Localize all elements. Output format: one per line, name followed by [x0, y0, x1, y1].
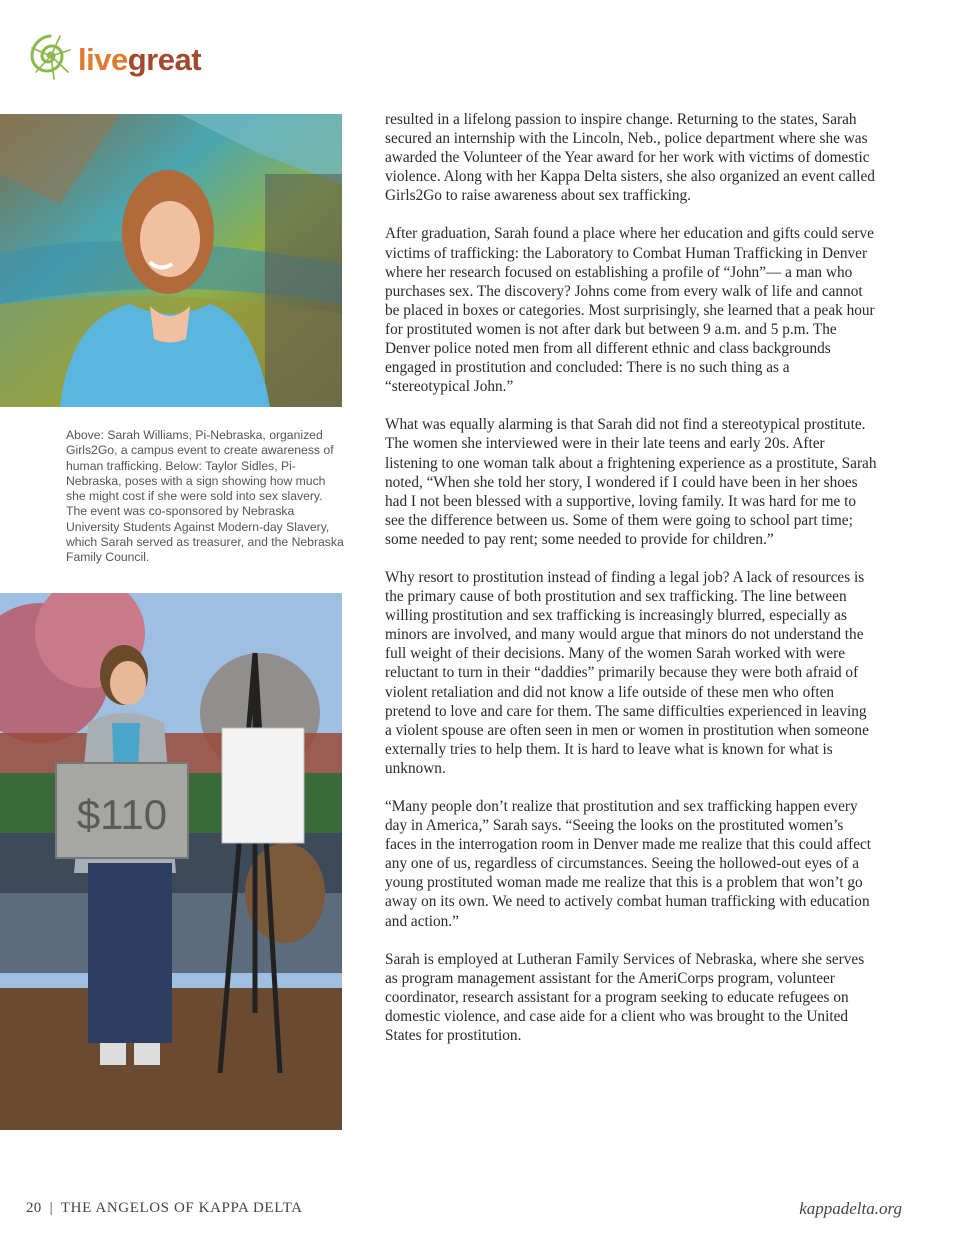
- nautilus-shell-icon: [26, 26, 76, 84]
- article-paragraph-2: After graduation, Sarah found a place where her education and gifts could serve victims of trafficking: the Laboratory to Combat Human Trafficking in Denver where her research focused on establishing a profile of “John”— a man who purchases sex. The discovery? Johns come from every walk of life and cannot be placed in boxes or categories. Most surprisingly, she learned that a peak hour for prostituted women is not after dark but between 9 a.m. and 5 p.m. The Denver police noted men from all different ethnic and class backgrounds engaged in prostitution and concluded: There is no such thing as a “stereotypical John.”: [385, 225, 875, 396]
- sign-price: $110: [76, 791, 168, 838]
- article-paragraph-6: Sarah is employed at Lutheran Family Services of Nebraska, where she serves as program management assistant for the AmeriCorps program, volunteer coordinator, research assistant for a program seeking to educate refugees on domestic violence, and case aide for a client who was brought to the United States for prostitution.: [385, 950, 865, 1045]
- article-paragraph-3: What was equally alarming is that Sarah did not find a stereotypical prostitute. The women she interviewed were in their late teens and early 20s. After listening to one woman talk about a frightening experience as a prostitute, Sarah noted, “When she told her story, I wondered if I could have been in her shoes had I not been blessed with a supportive, loving family. It was hard for me to see the difference between us. Some of them were going to school part time; some needed to pay rent; some needed to provide for children.”: [385, 416, 877, 548]
- article-paragraph-1: resulted in a lifelong passion to inspire change. Returning to the states, Sarah secured an internship with the Lincoln, Neb., police department where she was awarded the Volunteer of the Year award for her work with victims of domestic violence. Along with her Kappa Delta sisters, she also organized an event called Girls2Go to raise awareness about sex trafficking.: [385, 111, 875, 205]
- article-paragraph-4: Why resort to prostitution instead of finding a legal job? A lack of resources is the primary cause of both prostitution and sex trafficking. The line between willing prostitution and sex trafficking is increasingly blurred, especially as minors are involved, and many would argue that minors do not understand the full weight of their decisions. Many of the women Sarah worked with were reluctant to turn in their “daddies” primarily because they were both afraid of violent retaliation and did not know a life outside of these men who often pretend to love and care for them. The same difficulties experienced in leaving a violent spouse are often seen in men or women in prostitution when someone externally tries to help them. It is hard to leave what is known for what is unknown.: [385, 568, 869, 777]
- logo-wordmark: [78, 44, 201, 75]
- website-link[interactable]: kappadelta.org: [799, 1199, 902, 1218]
- photo-sarah-williams: [0, 114, 342, 407]
- footer-separator: |: [49, 1200, 53, 1216]
- article-body: [385, 110, 877, 1064]
- logo-word-live: live: [78, 42, 128, 77]
- page-number: 20: [26, 1200, 42, 1216]
- page-footer: [26, 1200, 303, 1217]
- publication-name: THE ANGELOS OF KAPPA DELTA: [60, 1200, 303, 1216]
- photo-caption: Above: Sarah Williams, Pi-Nebraska, organized Girls2Go, a campus event to create awareness of human trafficking. Below: Taylor Sidles, Pi-Nebraska, poses with a sign showing how much she might cost if she were sold into sex slavery. The event was co-sponsored by Nebraska University Students Against Modern-day Slavery, which Sarah served as treasurer, and the Nebraska Family Council.: [66, 428, 344, 565]
- livegreat-logo: [26, 26, 246, 86]
- article-paragraph-5: “Many people don’t realize that prostitution and sex trafficking happen every day in America,” Sarah says. “Seeing the looks on the prostituted women’s faces in the interrogation room in Denver made me realize that this could affect any one of us, regardless of circumstances. Seeing the hollowed-out eyes of a young prostituted woman made me realize that this is a problem that won’t go away on its own. We need to actively combat human trafficking with education and action.”: [385, 798, 872, 930]
- photo-taylor-sidles: [0, 593, 342, 1130]
- logo-word-great: great: [127, 42, 202, 77]
